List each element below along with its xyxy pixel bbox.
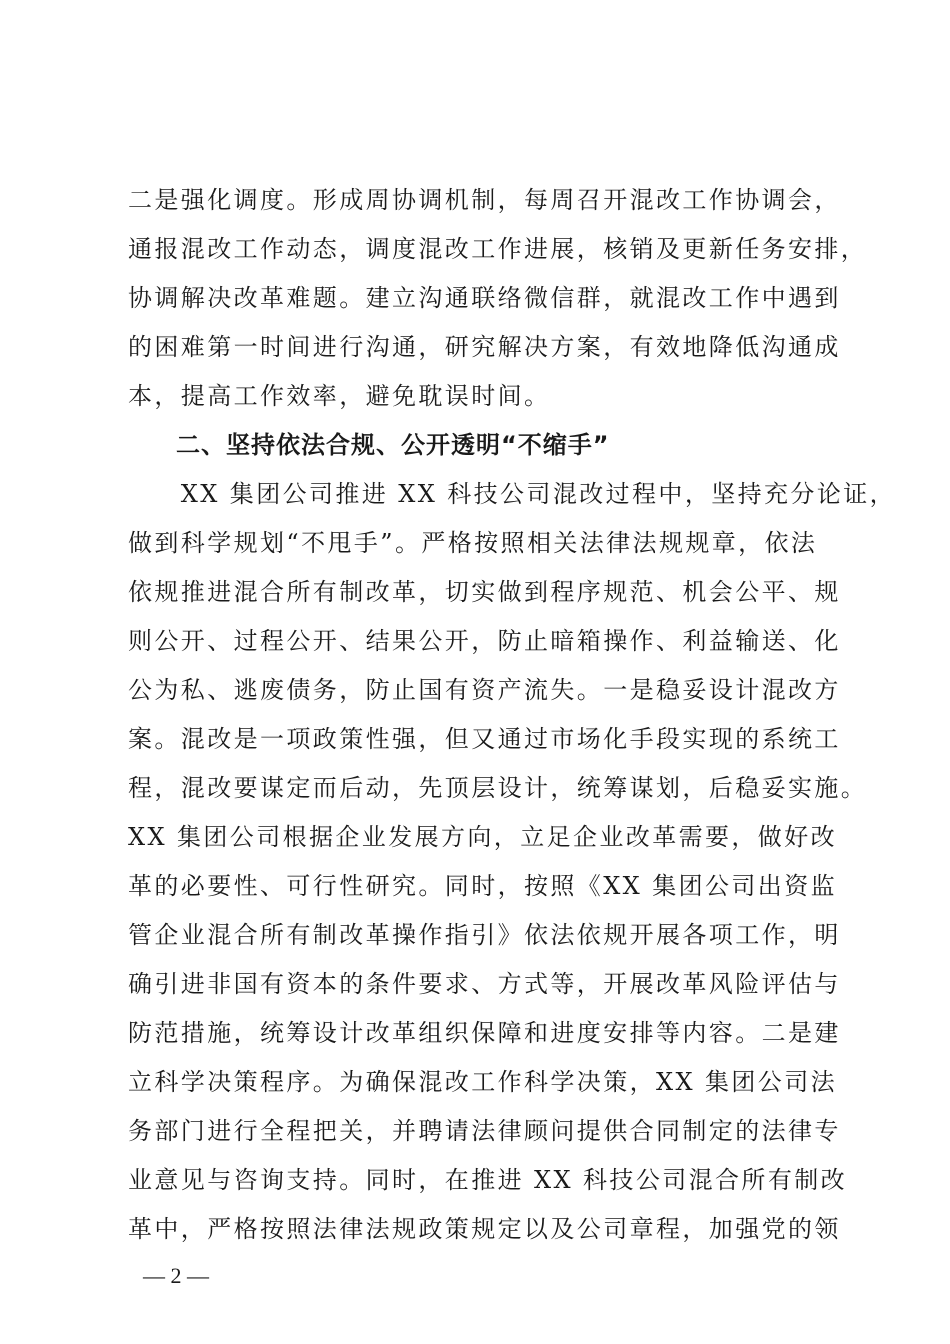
- section-heading: 二、坚持依法合规、公开透明“不缩手”: [176, 431, 610, 459]
- paragraph-line: XX 集团公司根据企业发展方向，立足企业改革需要，做好改: [128, 823, 837, 851]
- paragraph-line: 本，提高工作效率，避免耽误时间。: [128, 382, 551, 410]
- paragraph-line: 通报混改工作动态，调度混改工作进展，核销及更新任务安排，: [128, 235, 868, 263]
- paragraph-line: 确引进非国有资本的条件要求、方式等，开展改革风险评估与: [128, 970, 841, 998]
- paragraph-line: XX 集团公司推进 XX 科技公司混改过程中，坚持充分论证，: [128, 480, 897, 508]
- paragraph-line: 革中，严格按照法律法规政策规定以及公司章程，加强党的领: [128, 1215, 841, 1243]
- paragraph-line: 做到科学规划“不甩手”。严格按照相关法律法规规章，依法: [128, 529, 818, 557]
- paragraph-line: 则公开、过程公开、结果公开，防止暗箱操作、利益输送、化: [128, 627, 841, 655]
- paragraph-line: 二是强化调度。形成周协调机制，每周召开混改工作协调会，: [128, 186, 841, 214]
- paragraph-line: 防范措施，统筹设计改革组织保障和进度安排等内容。二是建: [128, 1019, 841, 1047]
- paragraph-line: 依规推进混合所有制改革，切实做到程序规范、机会公平、规: [128, 578, 841, 606]
- paragraph-line: 程，混改要谋定而后动，先顶层设计，统筹谋划，后稳妥实施。: [128, 774, 868, 802]
- paragraph-line: 务部门进行全程把关，并聘请法律顾问提供合同制定的法律专: [128, 1117, 841, 1145]
- paragraph-line: 革的必要性、可行性研究。同时，按照《XX 集团公司出资监: [128, 872, 837, 900]
- paragraph-line: 立科学决策程序。为确保混改工作科学决策，XX 集团公司法: [128, 1068, 837, 1096]
- page-number: — 2 —: [143, 1263, 209, 1288]
- paragraph-line: 业意见与咨询支持。同时，在推进 XX 科技公司混合所有制改: [128, 1166, 848, 1194]
- paragraph-line: 的困难第一时间进行沟通，研究解决方案，有效地降低沟通成: [128, 333, 841, 361]
- paragraph-line: 公为私、逃废债务，防止国有资产流失。一是稳妥设计混改方: [128, 676, 841, 704]
- paragraph-line: 管企业混合所有制改革操作指引》依法依规开展各项工作，明: [128, 921, 841, 949]
- paragraph-line: 协调解决改革难题。建立沟通联络微信群，就混改工作中遇到: [128, 284, 841, 312]
- paragraph-line: 案。混改是一项政策性强，但又通过市场化手段实现的系统工: [128, 725, 841, 753]
